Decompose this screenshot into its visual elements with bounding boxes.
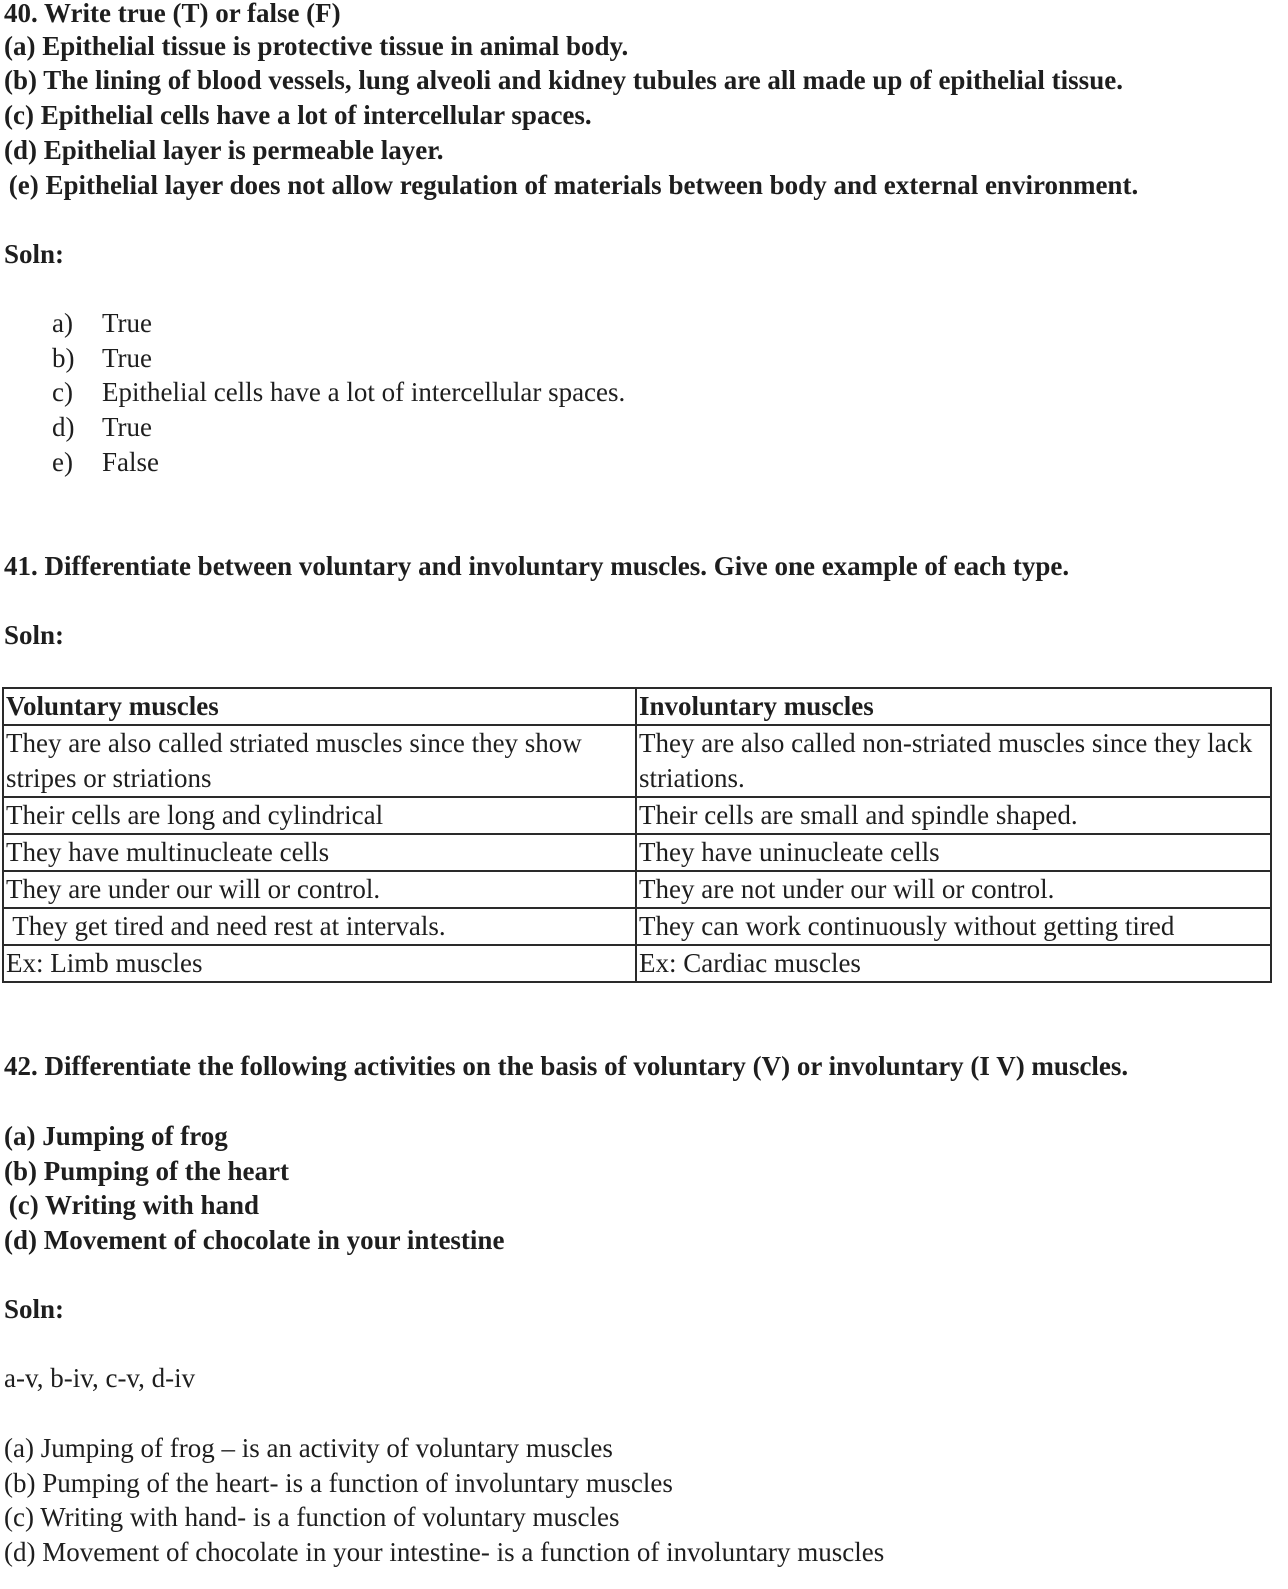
q40-statement-e: (e) Epithelial layer does not allow regulation of materials between body and external environment. <box>2 170 1139 200</box>
cell-voluntary: Ex: Limb muscles <box>3 945 636 982</box>
q42-explanation-d: (d) Movement of chocolate in your intestine- is a function of involuntary muscles <box>4 1537 885 1567</box>
answer-text: True <box>102 308 153 338</box>
cell-voluntary: They are under our will or control. <box>3 871 636 908</box>
answer-text: Epithelial cells have a lot of intercellular spaces. <box>102 377 626 407</box>
q42-title: 42. Differentiate the following activities on the basis of voluntary (V) or involuntary (I V) muscles. <box>4 1051 1129 1081</box>
answer-text: True <box>102 412 153 442</box>
q40-answer-b <box>52 341 152 375</box>
q40-answer-a <box>52 306 152 340</box>
q40-statement-c: (c) Epithelial cells have a lot of intercellular spaces. <box>4 100 592 130</box>
q40-answer-e <box>52 445 159 479</box>
q42-explanation-c: (c) Writing with hand- is a function of voluntary muscles <box>4 1502 620 1532</box>
answer-label: a) <box>52 308 73 338</box>
cell-voluntary: Their cells are long and cylindrical <box>3 797 636 834</box>
cell-involuntary: They are also called non-striated muscles since they lack striations. <box>636 725 1271 797</box>
q42-summary: a-v, b-iv, c-v, d-iv <box>4 1363 196 1393</box>
table-row <box>3 908 1271 945</box>
q40-answer-d <box>52 410 152 444</box>
q40-statement-d: (d) Epithelial layer is permeable layer. <box>4 135 444 165</box>
header-voluntary: Voluntary muscles <box>3 688 636 725</box>
q40-answer-c <box>52 375 625 409</box>
table-row <box>3 871 1271 908</box>
cell-involuntary: Their cells are small and spindle shaped. <box>636 797 1271 834</box>
answer-label: e) <box>52 447 73 477</box>
table-row <box>3 834 1271 871</box>
q40-soln-label: Soln: <box>4 239 65 269</box>
answer-text: True <box>102 343 153 373</box>
q42-soln-label: Soln: <box>4 1294 65 1324</box>
answer-text: False <box>102 447 159 477</box>
q42-item-c: (c) Writing with hand <box>2 1190 260 1220</box>
cell-involuntary: They are not under our will or control. <box>636 871 1271 908</box>
answer-label: b) <box>52 343 75 373</box>
q42-explanation-a: (a) Jumping of frog – is an activity of voluntary muscles <box>4 1433 613 1463</box>
q42-item-b: (b) Pumping of the heart <box>4 1156 289 1186</box>
table-row <box>3 725 1271 797</box>
cell-involuntary: Ex: Cardiac muscles <box>636 945 1271 982</box>
cell-involuntary: They have uninucleate cells <box>636 834 1271 871</box>
q40-title: 40. Write true (T) or false (F) <box>4 0 341 28</box>
q42-item-a: (a) Jumping of frog <box>4 1121 228 1151</box>
q42-item-d: (d) Movement of chocolate in your intestine <box>4 1225 505 1255</box>
cell-involuntary: They can work continuously without getting tired <box>636 908 1271 945</box>
header-involuntary: Involuntary muscles <box>636 688 1271 725</box>
answer-label: d) <box>52 412 75 442</box>
q42-explanation-b: (b) Pumping of the heart- is a function of involuntary muscles <box>4 1468 673 1498</box>
cell-voluntary: They are also called striated muscles since they show stripes or striations <box>3 725 636 797</box>
q41-soln-label: Soln: <box>4 620 65 650</box>
muscle-comparison-table <box>2 687 1272 983</box>
q40-statement-b: (b) The lining of blood vessels, lung alveoli and kidney tubules are all made up of epithelial tissue. <box>4 65 1123 95</box>
table-row <box>3 797 1271 834</box>
cell-voluntary: They get tired and need rest at intervals. <box>3 908 636 945</box>
answer-label: c) <box>52 377 73 407</box>
table-row <box>3 945 1271 982</box>
q41-title: 41. Differentiate between voluntary and involuntary muscles. Give one example of each type. <box>4 551 1070 581</box>
q40-statement-a: (a) Epithelial tissue is protective tissue in animal body. <box>4 31 629 61</box>
cell-voluntary: They have multinucleate cells <box>3 834 636 871</box>
table-header-row <box>3 688 1271 725</box>
